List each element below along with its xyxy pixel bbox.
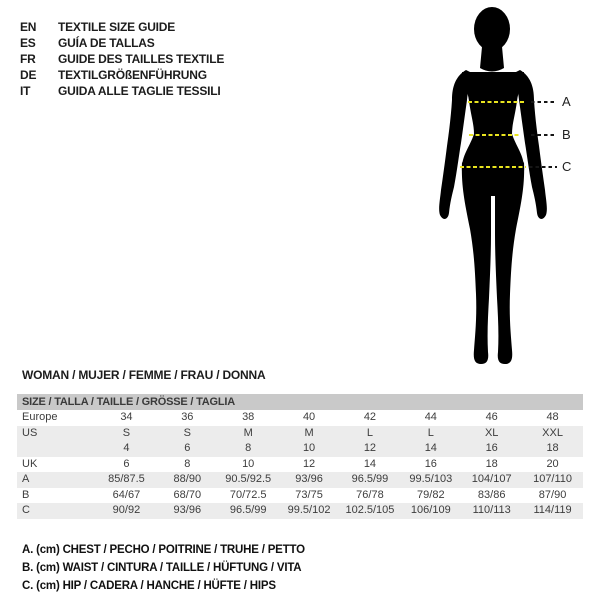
waist-leader-line xyxy=(531,134,557,136)
marker-a-label: A xyxy=(562,94,571,109)
cell: 83/86 xyxy=(477,488,506,501)
cell: 90/92 xyxy=(112,504,141,516)
cell: 14 xyxy=(363,457,377,470)
cell: 8 xyxy=(184,457,191,470)
row-label: UK xyxy=(22,457,38,470)
table-row-waist-b xyxy=(17,488,583,504)
hip-dash-line xyxy=(460,166,526,168)
cell: 12 xyxy=(363,442,377,454)
cell: 18 xyxy=(546,442,559,454)
table-header: SIZE / TALLA / TAILLE / GRÖSSE / TAGLIA xyxy=(17,394,583,410)
lang-label-fr: GUIDE DES TAILLES TEXTILE xyxy=(58,52,225,66)
cell: 73/75 xyxy=(295,488,323,501)
cell: 99.5/103 xyxy=(409,473,453,485)
lang-code-es: ES xyxy=(20,36,36,50)
lang-code-en: EN xyxy=(20,20,37,34)
cell: 107/110 xyxy=(533,473,573,485)
legend-waist: B. (cm) WAIST / CINTURA / TAILLE / HÜFTUNG / VITA xyxy=(22,562,302,574)
cell: 14 xyxy=(424,442,437,454)
cell: 34 xyxy=(120,411,133,423)
marker-c-label: C xyxy=(562,159,572,174)
row-label: B xyxy=(22,488,30,501)
cell: 44 xyxy=(424,411,437,423)
lang-label-de: TEXTILGRÖßENFÜHRUNG xyxy=(58,68,207,82)
cell: 87/90 xyxy=(538,488,567,501)
cell: 64/67 xyxy=(112,488,141,501)
cell: 90.5/92.5 xyxy=(225,473,272,485)
legend-hip: C. (cm) HIP / CADERA / HANCHE / HÜFTE / HIPS xyxy=(22,580,276,592)
cell: 18 xyxy=(485,457,498,470)
cell: 6 xyxy=(123,457,130,470)
lang-code-fr: FR xyxy=(20,52,36,66)
language-list xyxy=(20,19,224,99)
chest-leader-line xyxy=(531,101,557,103)
lang-code-de: DE xyxy=(20,68,37,82)
cell: 42 xyxy=(363,411,377,423)
cell: 79/82 xyxy=(417,488,445,501)
table-row-europe xyxy=(17,410,583,426)
cell: 93/96 xyxy=(295,473,323,485)
cell: 16 xyxy=(424,457,437,470)
cell: L xyxy=(366,426,373,439)
cell: 96.5/99 xyxy=(351,473,389,485)
cell: 48 xyxy=(546,411,559,423)
cell: 38 xyxy=(242,411,255,423)
table-row-hip-c xyxy=(17,503,583,519)
cell: S xyxy=(122,426,131,439)
cell: 70/72.5 xyxy=(229,488,267,501)
cell: 93/96 xyxy=(173,504,202,516)
lang-label-en: TEXTILE SIZE GUIDE xyxy=(58,20,176,34)
cell: 40 xyxy=(302,411,316,423)
lang-label-es: GUÍA DE TALLAS xyxy=(58,36,155,50)
cell: 104/107 xyxy=(471,473,512,485)
lang-row-es xyxy=(20,35,224,51)
cell: 46 xyxy=(485,411,498,423)
hip-leader-line xyxy=(529,166,557,168)
cell: 99.5/102 xyxy=(287,504,331,516)
cell: 114/119 xyxy=(533,504,572,516)
cell: XXL xyxy=(542,426,563,439)
cell: L xyxy=(427,426,434,439)
cell: 10 xyxy=(302,442,316,454)
cell: 106/109 xyxy=(410,504,451,516)
cell: 110/113 xyxy=(472,504,511,516)
cell: 20 xyxy=(546,457,559,470)
woman-silhouette-icon xyxy=(428,4,568,370)
cell: 68/70 xyxy=(173,488,202,501)
cell: 36 xyxy=(181,411,194,423)
table-row-uk xyxy=(17,457,583,473)
cell: 10 xyxy=(242,457,255,470)
row-label: US xyxy=(22,426,38,439)
cell: 12 xyxy=(302,457,316,470)
cell: XL xyxy=(484,426,499,439)
cell: 16 xyxy=(485,442,498,454)
row-label: Europe xyxy=(22,411,58,423)
figure-area xyxy=(428,4,568,370)
measurement-legend xyxy=(22,541,305,595)
cell: 85/87.5 xyxy=(108,473,145,485)
cell: 8 xyxy=(245,442,252,454)
cell: 96.5/99 xyxy=(229,504,267,516)
chest-dash-line xyxy=(468,101,526,103)
lang-row-it xyxy=(20,83,224,99)
waist-dash-line xyxy=(469,134,519,136)
lang-code-it: IT xyxy=(20,84,31,98)
table-row-chest-a xyxy=(17,472,583,488)
cell: S xyxy=(183,426,191,439)
lang-row-fr xyxy=(20,51,224,67)
lang-row-de xyxy=(20,67,224,83)
row-label: A xyxy=(22,473,30,485)
section-title: WOMAN / MUJER / FEMME / FRAU / DONNA xyxy=(22,368,266,382)
table-row-us-numeric xyxy=(17,441,583,457)
cell: 6 xyxy=(184,442,191,454)
size-table xyxy=(17,394,583,519)
cell: M xyxy=(243,426,253,439)
table-row-us xyxy=(17,426,583,442)
cell: 76/78 xyxy=(356,488,384,501)
marker-b-label: B xyxy=(562,127,571,142)
legend-chest: A. (cm) CHEST / PECHO / POITRINE / TRUHE / PETTO xyxy=(22,544,305,556)
cell: 102.5/105 xyxy=(345,504,395,516)
lang-row-en xyxy=(20,19,224,35)
cell: 4 xyxy=(123,442,130,454)
lang-label-it: GUIDA ALLE TAGLIE TESSILI xyxy=(58,84,221,98)
cell: M xyxy=(304,426,314,439)
row-label: C xyxy=(22,504,30,516)
cell: 88/90 xyxy=(173,473,202,485)
